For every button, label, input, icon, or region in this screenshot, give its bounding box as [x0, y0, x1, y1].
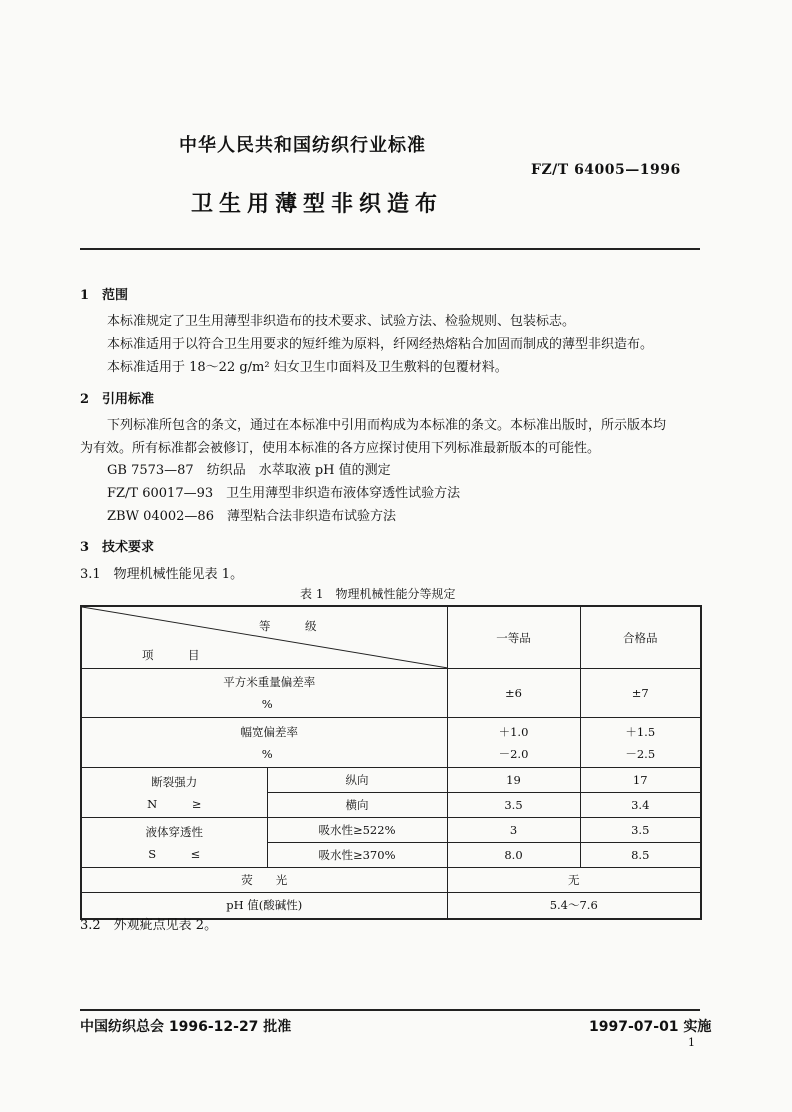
cell-line: －2.0 — [498, 746, 529, 761]
table-row — [81, 768, 701, 793]
table-header-row — [81, 606, 701, 669]
row-unit: N ≥ — [147, 796, 202, 811]
standard-code: FZ/T 64005—1996 — [531, 162, 681, 178]
table-cell: 吸水性≥370% — [267, 843, 447, 868]
table-cell — [580, 718, 701, 768]
properties-table — [80, 605, 702, 920]
paragraph: 本标准适用于 18～22 g/m² 妇女卫生巾面料及卫生敷料的包覆材料。 — [107, 360, 508, 375]
row-name: 幅宽偏差率 — [240, 724, 298, 739]
grade-label: 等 级 — [259, 619, 317, 633]
row-name: 平方米重量偏差率 — [223, 675, 316, 689]
row-unit: % — [261, 697, 273, 711]
item-label: 项 目 — [142, 648, 200, 662]
paragraph: 本标准适用于以符合卫生用要求的短纤维为原料，纤网经热熔粘合加固而制成的薄型非织造布。 — [107, 337, 654, 352]
reference-list — [107, 459, 460, 528]
header-divider — [80, 248, 700, 250]
list-item: FZ/T 60017—93 卫生用薄型非织造布液体穿透性试验方法 — [107, 486, 461, 501]
table-row — [81, 669, 701, 718]
row-unit: % — [261, 746, 273, 761]
paragraph: 下列标准所包含的条文，通过在本标准中引用而构成为本标准的条文。本标准出版时，所示版本均 — [107, 418, 667, 433]
col-first-grade: 一等品 — [447, 606, 580, 669]
table-cell: 8.5 — [580, 843, 701, 868]
row-name: 液体穿透性 — [145, 824, 203, 839]
cell-line: ＋1.5 — [625, 724, 656, 739]
row-label: 荧 光 — [81, 868, 447, 893]
table-cell: 吸水性≥522% — [267, 818, 447, 843]
approval-date: 中国纺织总会 1996-12-27 批准 — [80, 1019, 292, 1035]
table-cell: 8.0 — [447, 843, 580, 868]
implementation-date: 1997-07-01 实施 — [589, 1019, 712, 1035]
list-item: ZBW 04002—86 薄型粘合法非织造布试验方法 — [107, 509, 396, 524]
paragraph: 本标准规定了卫生用薄型非织造布的技术要求、试验方法、检验规则、包装标志。 — [107, 314, 576, 329]
table-cell: 3.5 — [447, 793, 580, 818]
row-label — [81, 818, 267, 868]
table-cell: 17 — [580, 768, 701, 793]
table-cell: 纵向 — [267, 768, 447, 793]
cell-line: ＋1.0 — [498, 724, 529, 739]
table-row — [81, 818, 701, 843]
section-3-2: 3.2 外观疵点见表 2。 — [80, 918, 218, 933]
footer-divider — [80, 1009, 700, 1011]
section-1-body — [107, 310, 653, 379]
table-cell: 3 — [447, 818, 580, 843]
doc-title: 卫生用薄型非织造布 — [191, 192, 444, 217]
section-2-heading: 2 引用标准 — [80, 392, 155, 407]
section-3-1: 3.1 物理机械性能见表 1。 — [80, 567, 244, 582]
table-cell: 横向 — [267, 793, 447, 818]
row-name: 断裂强力 — [151, 774, 198, 789]
table-row — [81, 718, 701, 768]
table-cell: 19 — [447, 768, 580, 793]
table-caption: 表 1 物理机械性能分等规定 — [300, 587, 456, 601]
section-3-heading: 3 技术要求 — [80, 540, 155, 555]
diagonal-header-cell — [81, 606, 447, 669]
table-cell: ±6 — [447, 669, 580, 718]
table-cell: 3.4 — [580, 793, 701, 818]
paragraph: 为有效。所有标准都会被修订，使用本标准的各方应探讨使用下列标准最新版本的可能性。 — [80, 441, 601, 456]
page-number: 1 — [688, 1036, 695, 1049]
diagonal-line — [82, 607, 448, 668]
org-title: 中华人民共和国纺织行业标准 — [179, 135, 426, 156]
table-cell: 3.5 — [580, 818, 701, 843]
table-cell — [447, 718, 580, 768]
section-1-heading: 1 范围 — [80, 288, 129, 303]
list-item: GB 7573—87 纺织品 水萃取液 pH 值的测定 — [107, 463, 391, 478]
row-label — [81, 718, 447, 768]
table-row — [81, 868, 701, 893]
table-cell: 无 — [447, 868, 701, 893]
table-cell: ±7 — [580, 669, 701, 718]
row-label: pH 值(酸碱性) — [81, 893, 447, 919]
col-qualified: 合格品 — [580, 606, 701, 669]
row-unit: S ≤ — [148, 846, 201, 861]
row-label — [81, 768, 267, 818]
table-cell: 5.4～7.6 — [447, 893, 701, 919]
row-label — [81, 669, 447, 718]
cell-line: －2.5 — [625, 746, 656, 761]
